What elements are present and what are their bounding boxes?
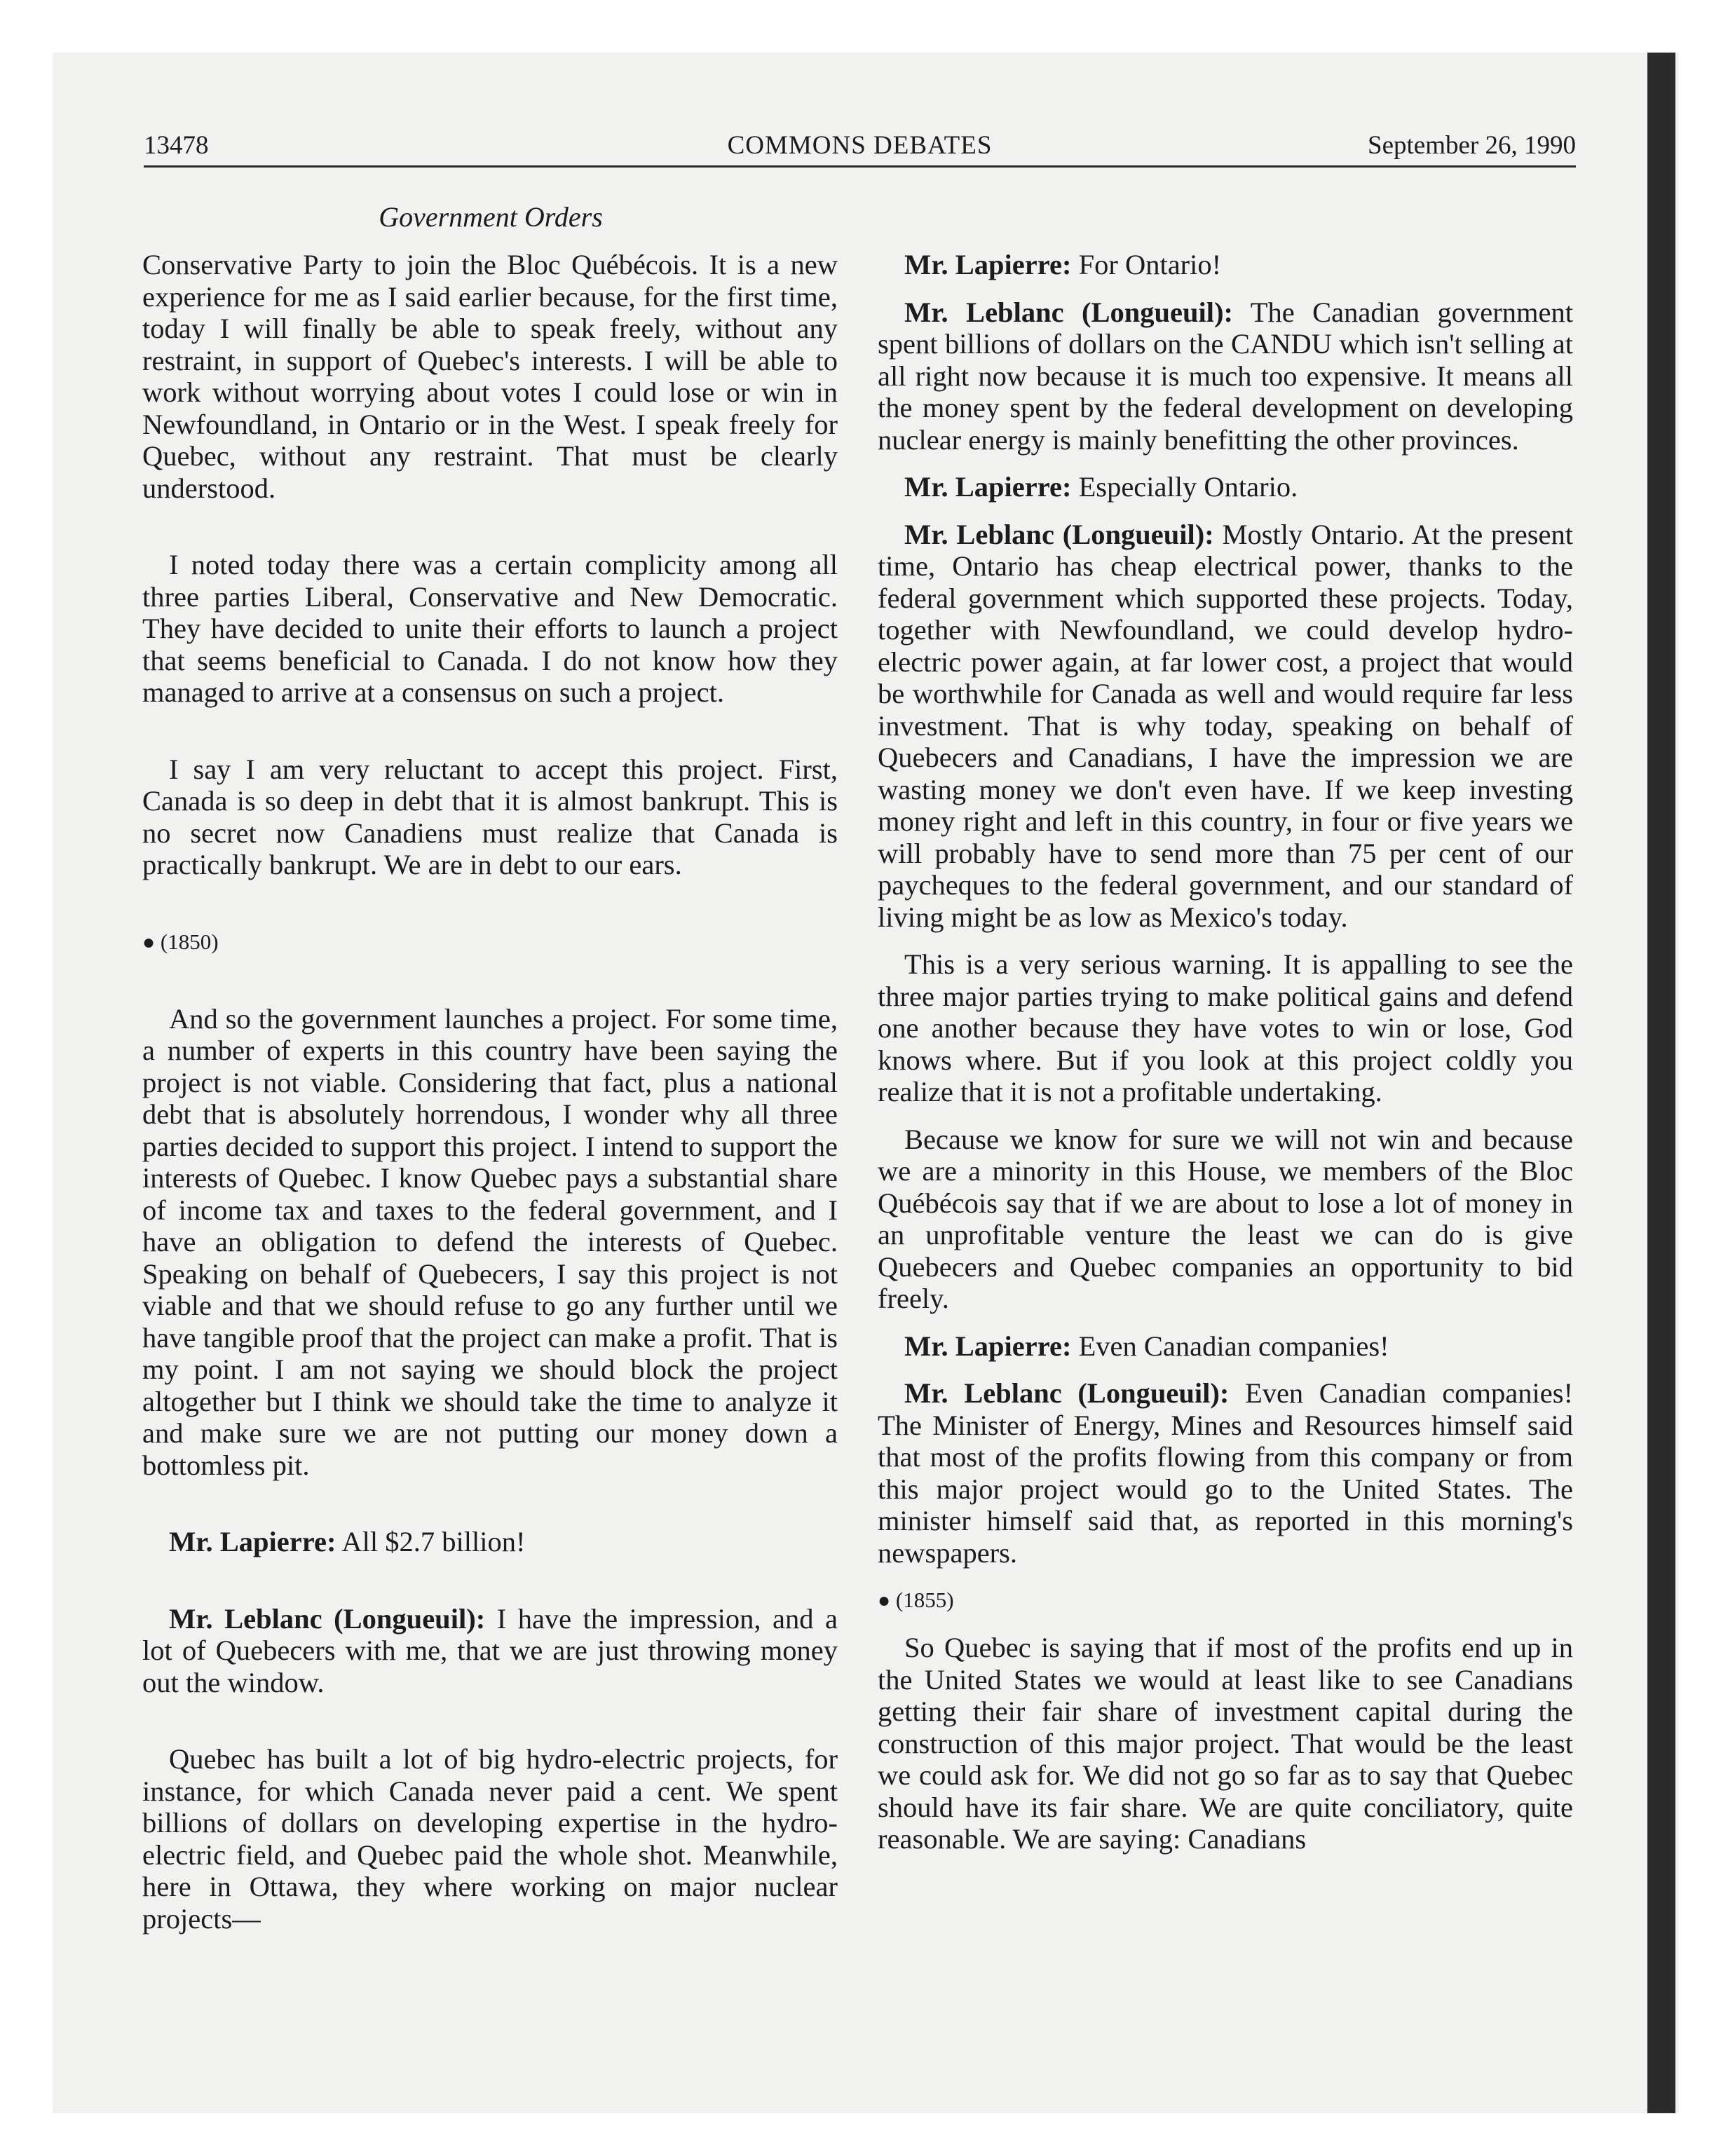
bullet-icon: ● bbox=[142, 930, 156, 954]
bullet-icon: ● bbox=[878, 1589, 891, 1612]
speech bbox=[878, 519, 1573, 934]
speech bbox=[142, 1603, 838, 1699]
speech-text: All $2.7 billion! bbox=[336, 1526, 526, 1557]
header-rule bbox=[144, 165, 1576, 168]
paragraph: And so the government launches a project. For some time, a number of experts in this country have been saying the project is not viable. Considering that fact, plus a national debt that is absolutely horrendous, I wonder why all three parties decided to support this project. I intend to support the interests of Quebec. I know Quebec pays a substantial share of income tax and taxes to the federal government, and I have an obligation to defend the interests of Quebec. Speaking on behalf of Quebecers, I say this project is not viable and that we should refuse to go any further until we have tangible proof that the project can make a profit. That is my point. I am not saying we should block the project altogether but I think we should take the time to analyze it and make sure we are not putting our money down a bottomless pit. bbox=[142, 1002, 838, 1481]
paragraph: I say I am very reluctant to accept this project. First, Canada is so deep in debt that it is almost bankrupt. This is no secret now Canadiens must realize that Canada is practically bankrupt. We are in debt to our ears. bbox=[142, 753, 838, 880]
time-marker bbox=[878, 1584, 1573, 1616]
paragraph: This is a very serious warning. It is appalling to see the three major parties trying to make political gains and defend one another because they have votes to win or lose, God knows where. But if you look at this project coldly you realize that it is not a profitable undertaking. bbox=[878, 948, 1573, 1107]
speech-text: Even Canadian companies! bbox=[1071, 1330, 1389, 1362]
speech-text: Mostly Ontario. At the present time, Ontario has cheap electrical power, thanks to the federal government which supported these projects. Today, together with Newfoundland, we could develop hydro-electric power again, at far lower cost, a project that would be worthwhile for Canada as well and would require far less investment. That is why today, speaking on behalf of Quebecers and Canadians, I have the impression we are wasting money we don't even have. If we keep investing money right and left in this country, in four or five years we will probably have to send more than 75 per cent of our paycheques to the federal government, and our standard of living might be as low as Mexico's today. bbox=[878, 518, 1573, 933]
speaker-name: Mr. Leblanc (Longueuil): bbox=[904, 1377, 1230, 1409]
running-head bbox=[144, 125, 1576, 167]
page-number: 13478 bbox=[144, 131, 209, 160]
speech-text: I have the impression, and a lot of Quebecers with me, that we are just throwing money out the window. bbox=[142, 1602, 838, 1698]
speaker-name: Mr. Lapierre: bbox=[904, 471, 1072, 503]
left-column bbox=[142, 249, 838, 1935]
speaker-name: Mr. Lapierre: bbox=[904, 249, 1072, 280]
paragraph: Quebec has built a lot of big hydro-electric projects, for instance, for which Canada never paid a cent. We spent billions of dollars on developing expertise in the hydro-electric field, and Quebec paid the whole shot. Meanwhile, here in Ottawa, they where working on major nuclear projects— bbox=[142, 1743, 838, 1935]
speech bbox=[142, 1526, 838, 1558]
scan-edge-shadow bbox=[1647, 53, 1675, 2113]
time-marker bbox=[142, 926, 838, 958]
speaker-name: Mr. Leblanc (Longueuil): bbox=[904, 518, 1214, 550]
time-stamp: (1850) bbox=[160, 929, 219, 954]
section-title: Government Orders bbox=[379, 201, 603, 233]
speech bbox=[878, 1377, 1573, 1569]
speech-text: Even Canadian companies! The Minister of Energy, Mines and Resources himself said that most of the profits flowing from this company or from this major project would go to the United States. The minister himself said that, as reported in this morning's newspapers. bbox=[878, 1377, 1573, 1569]
speech-text: Especially Ontario. bbox=[1071, 471, 1298, 503]
speaker-name: Mr. Leblanc (Longueuil): bbox=[904, 296, 1234, 328]
paragraph: So Quebec is saying that if most of the profits end up in the United States we would at least like to see Canadians getting their fair share of investment capital during the construction of this major project. That would be the least we could ask for. We did not go so far as to say that Quebec should have its fair share. We are quite conciliatory, quite reasonable. We are saying: Canadians bbox=[878, 1632, 1573, 1855]
paragraph: Conservative Party to join the Bloc Québécois. It is a new experience for me as I said earlier because, for the first time, today I will finally be able to speak freely, without any restraint, in support of Quebec's interests. I will be able to work without worrying about votes I could lose or win in Newfoundland, in Ontario or in the West. I speak freely for Quebec, without any restraint. That must be clearly understood. bbox=[142, 249, 838, 504]
page-date: September 26, 1990 bbox=[1368, 131, 1576, 160]
publication-title: COMMONS DEBATES bbox=[727, 131, 993, 160]
speech-text: The Canadian government spent billions of dollars on the CANDU which isn't selling at all right now because it is much too expensive. It means all the money spent by the federal development on developing nuclear energy is mainly benefitting the other provinces. bbox=[878, 296, 1573, 456]
speaker-name: Mr. Lapierre: bbox=[904, 1330, 1072, 1362]
speech bbox=[878, 249, 1573, 281]
speaker-name: Mr. Lapierre: bbox=[169, 1526, 336, 1557]
speech bbox=[878, 471, 1573, 503]
speech bbox=[878, 1330, 1573, 1363]
paragraph: Because we know for sure we will not win and because we are a minority in this House, we members of the Bloc Québécois say that if we are about to lose a lot of money in an unprofitable venture the least we can do is give Quebecers and Quebec companies an opportunity to bid freely. bbox=[878, 1123, 1573, 1314]
paragraph: I noted today there was a certain complicity among all three parties Liberal, Conservative and New Democratic. They have decided to unite their efforts to launch a project that seems beneficial to Canada. I do not know how they managed to arrive at a consensus on such a project. bbox=[142, 549, 838, 708]
speech bbox=[878, 296, 1573, 456]
time-stamp: (1855) bbox=[895, 1588, 954, 1612]
right-column bbox=[878, 249, 1573, 1855]
speech-text: For Ontario! bbox=[1071, 249, 1222, 280]
speaker-name: Mr. Leblanc (Longueuil): bbox=[169, 1602, 486, 1635]
